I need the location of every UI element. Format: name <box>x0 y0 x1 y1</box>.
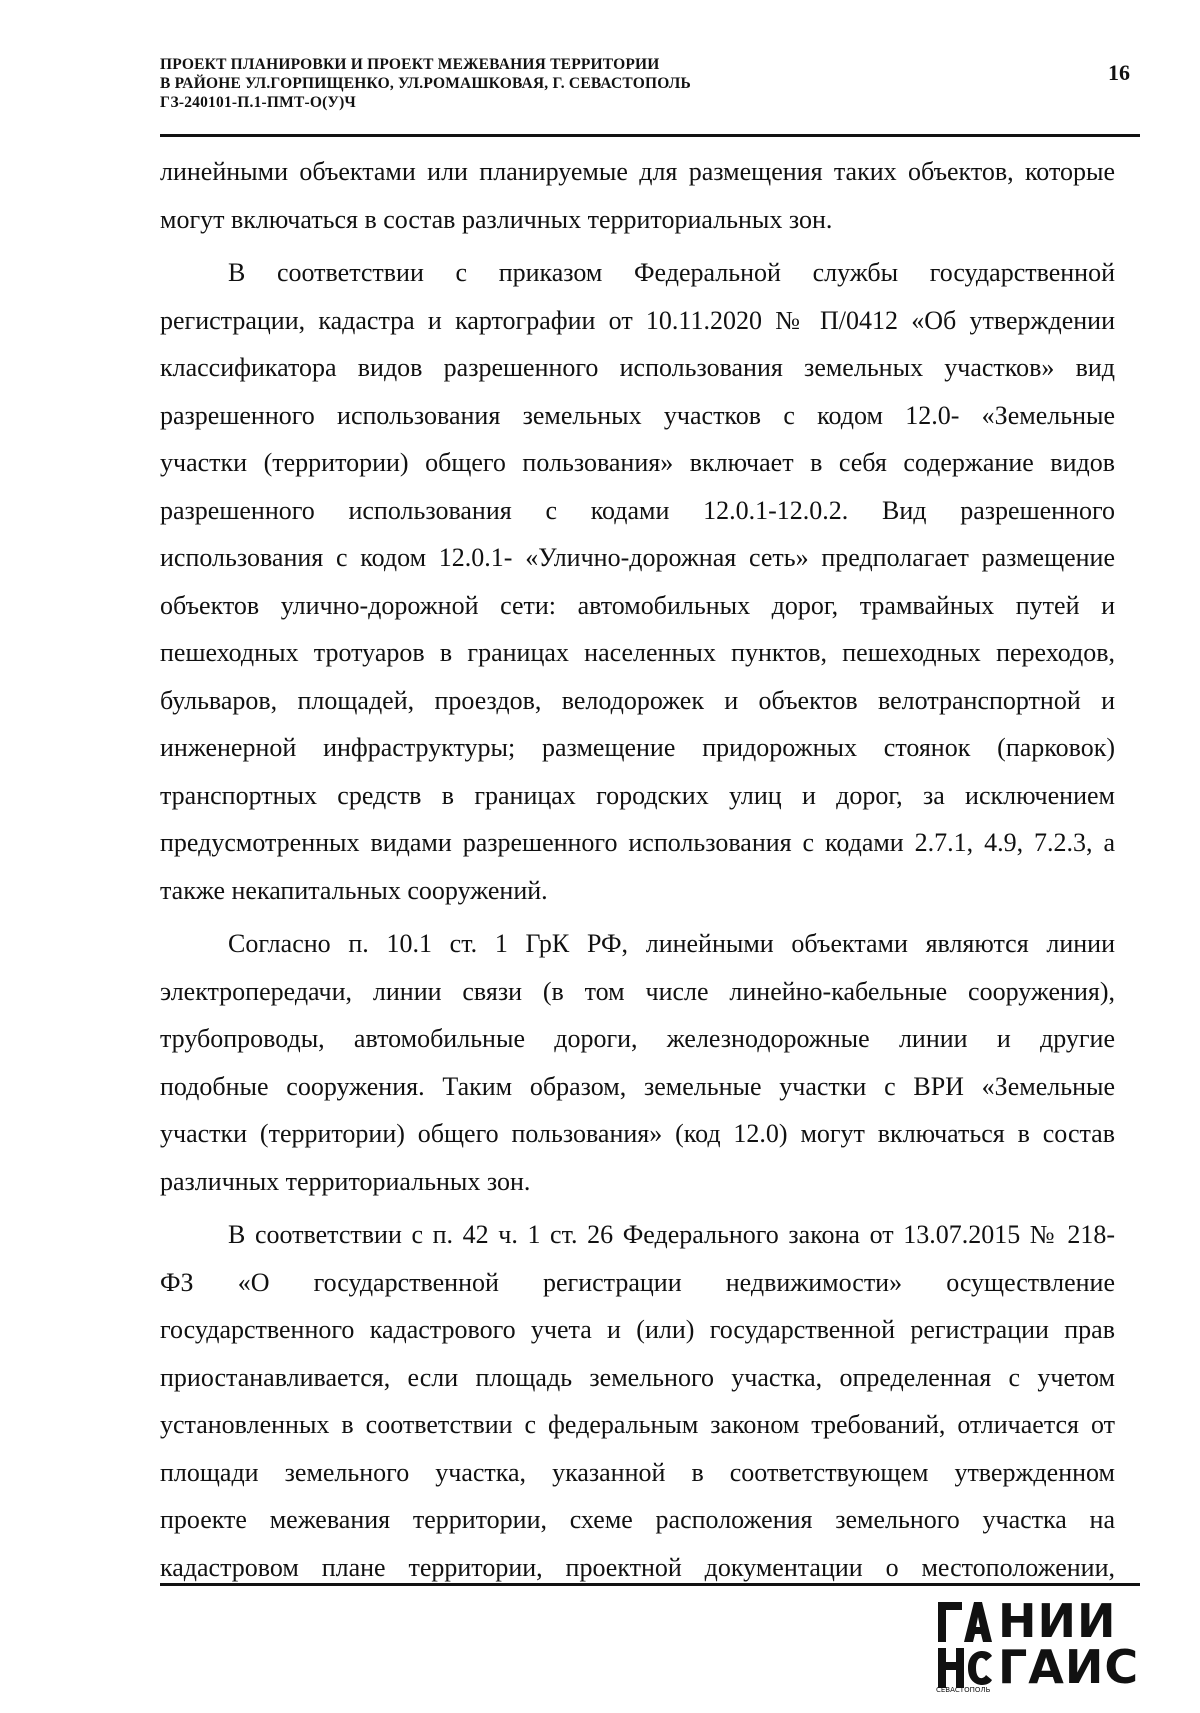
text-line: использования с кодом 12.0.1- «Улично-дорожная сеть» предполагает размещение <box>160 543 1115 572</box>
text-line: пешеходных тротуаров в границах населенных пунктов, пешеходных переходов, <box>160 638 1115 667</box>
text-line: могут включаться в состав различных территориальных зон. <box>160 204 833 234</box>
text-line: регистрации, кадастра и картографии от 10.11.2020 № П/0412 «Об утверждении <box>160 305 1115 335</box>
text-line: участки (территории) общего пользования» включает в себя содержание видов <box>160 448 1115 477</box>
text-line: подобные сооружения. Таким образом, земельные участки с ВРИ «Земельные <box>160 1071 1115 1101</box>
text-line: электропередачи, линии связи (в том числе линейно-кабельные сооружения), <box>160 976 1115 1006</box>
paragraph-2 <box>160 249 1115 914</box>
text-line: установленных в соответствии с федеральным законом требований, отличается от <box>160 1410 1115 1439</box>
nii-gais-logo <box>936 1594 1140 1698</box>
text-line: также некапитальных сооружений. <box>160 875 548 905</box>
text-line: площади земельного участка, указанной в соответствующем утвержденном <box>160 1457 1115 1487</box>
paragraph-4 <box>160 1211 1115 1591</box>
gais-mark-icon <box>936 1598 992 1698</box>
paragraph-1 <box>160 148 1115 243</box>
text-line: линейными объектами или планируемые для размещения таких объектов, которые <box>160 157 1115 186</box>
page-number: 16 <box>1108 60 1130 85</box>
document-body <box>160 148 1115 1591</box>
logo-line-1: НИИ <box>998 1594 1117 1648</box>
logo-city: СЕВАСТОПОЛЬ <box>936 1686 991 1694</box>
logo-line-2: ГАИС <box>998 1640 1140 1694</box>
header-title-line-2: В РАЙОНЕ УЛ.ГОРПИЩЕНКО, УЛ.РОМАШКОВАЯ, Г. СЕВАСТОПОЛЬ <box>160 75 691 92</box>
text-line: объектов улично-дорожной сети: автомобильных дорог, трамвайных путей и <box>160 590 1115 620</box>
footer-divider <box>160 1583 1140 1586</box>
text-line: государственного кадастрового учета и (или) государственной регистрации прав <box>160 1315 1115 1344</box>
text-line: приостанавливается, если площадь земельного участка, определенная с учетом <box>160 1362 1115 1392</box>
text-line: разрешенного использования с кодами 12.0.1-12.0.2. Вид разрешенного <box>160 495 1115 525</box>
text-line: Согласно п. 10.1 ст. 1 ГрК РФ, линейными объектами являются линии <box>228 929 1115 958</box>
text-line: инженерной инфраструктуры; размещение придорожных стоянок (парковок) <box>160 733 1115 762</box>
text-line: В соответствии с приказом Федеральной службы государственной <box>228 258 1115 287</box>
text-line: В соответствии с п. 42 ч. 1 ст. 26 Федерального закона от 13.07.2015 № 218- <box>228 1220 1115 1249</box>
text-line: кадастровом плане территории, проектной документации о местоположении, <box>160 1552 1115 1582</box>
text-line: разрешенного использования земельных участков с кодом 12.0- «Земельные <box>160 400 1115 430</box>
text-line: транспортных средств в границах городских улиц и дорог, за исключением <box>160 780 1115 810</box>
header-title-line-1: ПРОЕКТ ПЛАНИРОВКИ И ПРОЕКТ МЕЖЕВАНИЯ ТЕРРИТОРИИ <box>160 56 660 73</box>
text-line: трубопроводы, автомобильные дороги, железнодорожные линии и другие <box>160 1024 1115 1053</box>
document-header <box>160 55 1060 112</box>
text-line: предусмотренных видами разрешенного использования с кодами 2.7.1, 4.9, 7.2.3, а <box>160 828 1115 857</box>
paragraph-3 <box>160 920 1115 1205</box>
text-line: ФЗ «О государственной регистрации недвижимости» осуществление <box>160 1267 1115 1297</box>
text-line: участки (территории) общего пользования» (код 12.0) могут включаться в состав <box>160 1119 1115 1148</box>
text-line: проекте межевания территории, схеме расположения земельного участка на <box>160 1505 1115 1534</box>
text-line: классификатора видов разрешенного использования земельных участков» вид <box>160 353 1115 382</box>
header-divider <box>160 134 1140 137</box>
header-code: ГЗ-240101-П.1-ПМТ-О(У)Ч <box>160 94 357 111</box>
text-line: бульваров, площадей, проездов, велодорожек и объектов велотранспортной и <box>160 685 1115 715</box>
text-line: различных территориальных зон. <box>160 1166 531 1196</box>
